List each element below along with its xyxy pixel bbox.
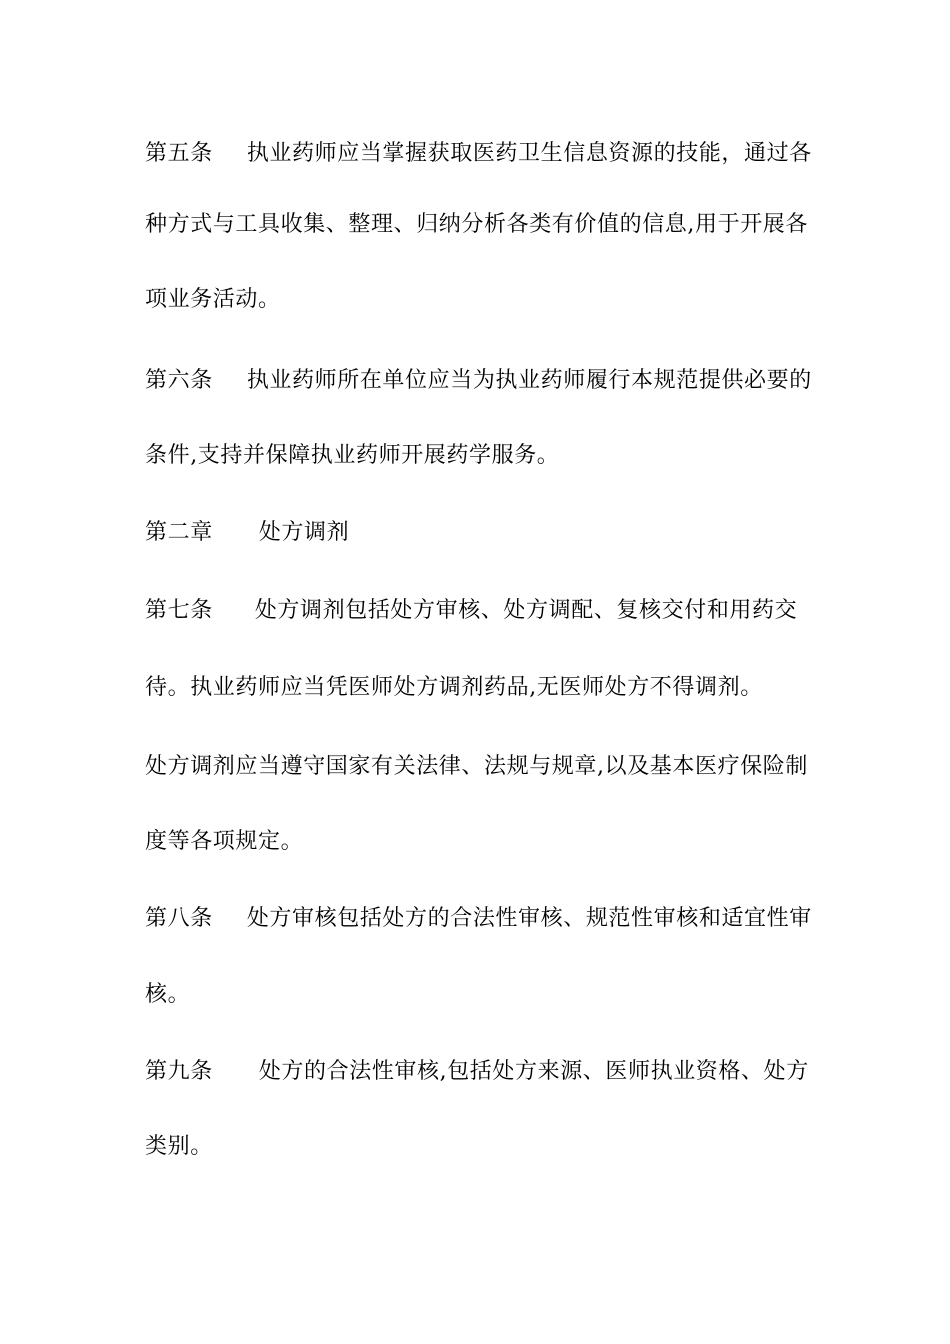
article-7-label: 第七条 <box>145 598 213 623</box>
article-7-line-2: 待。执业药师应当凭医师处方调剂药品,无医师处方不得调剂。 <box>145 675 763 700</box>
article-9-line-1 <box>145 1057 809 1087</box>
article-5-label: 第五条 <box>145 141 213 166</box>
article-5-line-2: 种方式与工具收集、整理、归纳分析各类有价值的信息,用于开展各 <box>145 212 808 237</box>
article-8-line-2: 核。 <box>145 982 191 1007</box>
paragraph-7b-line-2: 度等各项规定。 <box>145 829 304 854</box>
article-6-line-2: 条件,支持并保障执业药师开展药学服务。 <box>145 443 560 468</box>
article-7-text-1: 处方调剂包括处方审核、处方调配、复核交付和用药交 <box>254 598 798 623</box>
article-9-label: 第九条 <box>145 1059 213 1084</box>
article-5-text-1: 执业药师应当掌握获取医药卫生信息资源的技能，通过各 <box>246 141 812 166</box>
chapter-2-heading <box>145 518 805 548</box>
chapter-2-title: 处方调剂 <box>258 520 350 545</box>
article-9-line-2: 类别。 <box>145 1134 213 1159</box>
article-6-label: 第六条 <box>145 368 213 393</box>
article-6-line-1 <box>145 366 812 396</box>
chapter-2-label: 第二章 <box>145 520 213 545</box>
article-5-line-1 <box>145 139 812 169</box>
article-8-label: 第八条 <box>145 906 213 931</box>
article-6-text-1: 执业药师所在单位应当为执业药师履行本规范提供必要的 <box>246 368 812 393</box>
article-9-text-1: 处方的合法性审核,包括处方来源、医师执业资格、处方 <box>258 1059 809 1084</box>
article-7-line-1 <box>145 596 805 626</box>
paragraph-7b-line-1: 处方调剂应当遵守国家有关法律、法规与规章,以及基本医疗保险制 <box>145 754 808 779</box>
article-8-line-1 <box>145 904 812 934</box>
article-5-line-3: 项业务活动。 <box>145 287 281 312</box>
article-8-text-1: 处方审核包括处方的合法性审核、规范性审核和适宜性审 <box>246 906 812 931</box>
